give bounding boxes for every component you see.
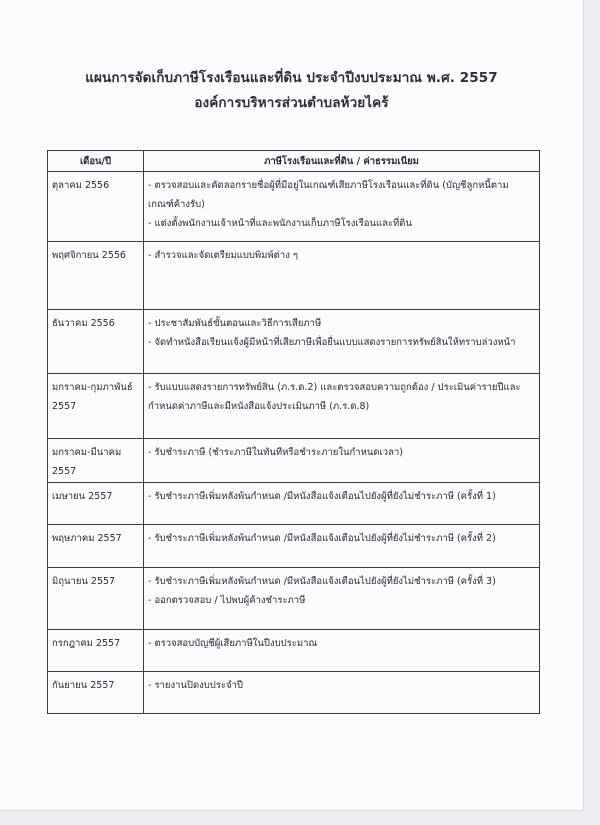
tasks-cell (144, 310, 540, 374)
task-line: - ตรวจสอบและคัดลอกรายชื่อผู้ที่มีอยู่ในเกณฑ์เสียภาษีโรงเรือนและที่ดิน (บัญชีลูกหนี้ตาม (148, 180, 509, 191)
tasks-cell (144, 672, 540, 714)
document-title: แผนการจัดเก็บภาษีโรงเรือนและที่ดิน ประจำปีงบประมาณ พ.ศ. 2557 (85, 70, 498, 86)
tasks-cell (144, 483, 540, 525)
task-line: เกณฑ์ค้างรับ) (148, 199, 205, 210)
task-line: - ออกตรวจสอบ / ไปพบผู้ค้างชำระภาษี (148, 595, 306, 606)
organization-name: องค์การบริหารส่วนตำบลห้วยไคร้ (194, 95, 389, 111)
task-line: - สำรวจและจัดเตรียมแบบพิมพ์ต่าง ๆ (148, 250, 298, 261)
task-line: - รับแบบแสดงรายการทรัพย์สิน (ภ.ร.ด.2) และตรวจสอบความถูกต้อง / ประเมินค่ารายปีและ (148, 382, 521, 393)
month-cell: มกราคม-มีนาคม 2557 (48, 439, 144, 483)
task-line: - รายงานปิดงบประจำปี (148, 680, 243, 691)
tax-collection-plan-table (47, 150, 540, 714)
task-line: กำหนดค่าภาษีและมีหนังสือแจ้งประเมินภาษี (ภ.ร.ด.8) (148, 401, 370, 412)
task-line: - รับชำระภาษี (ชำระภาษีในทันทีหรือชำระภายในกำหนดเวลา) (148, 447, 403, 458)
table-row (48, 310, 540, 374)
month-cell: กรกฎาคม 2557 (48, 630, 144, 672)
table-row (48, 439, 540, 483)
task-line: - ประชาสัมพันธ์ขั้นตอนและวิธีการเสียภาษี (148, 318, 322, 329)
tasks-cell (144, 630, 540, 672)
month-cell: มิถุนายน 2557 (48, 568, 144, 630)
table-header-row (48, 151, 540, 172)
table-row (48, 630, 540, 672)
table-row (48, 672, 540, 714)
month-cell: ธันวาคม 2556 (48, 310, 144, 374)
table-row (48, 242, 540, 310)
table-row (48, 525, 540, 568)
month-cell: กันยายน 2557 (48, 672, 144, 714)
header-month: เดือน/ปี (48, 151, 144, 172)
tasks-cell (144, 568, 540, 630)
task-line: - รับชำระภาษีเพิ่มหลังพ้นกำหนด /มีหนังสือแจ้งเตือนไปยังผู้ที่ยังไม่ชำระภาษี (ครั้งที่ 2) (148, 533, 496, 544)
tasks-cell (144, 172, 540, 242)
task-line: - จัดทำหนังสือเรียนแจ้งผู้มีหน้าที่เสียภาษีเพื่อยื่นแบบแสดงรายการทรัพย์สินให้ทราบล่วงหน้า (148, 337, 516, 348)
tasks-cell (144, 525, 540, 568)
month-cell: พฤษภาคม 2557 (48, 525, 144, 568)
month-cell: มกราคม-กุมภาพันธ์ 2557 (48, 374, 144, 439)
table-row (48, 483, 540, 525)
header-tasks: ภาษีโรงเรือนและที่ดิน / ค่าธรรมเนียม (144, 151, 540, 172)
tasks-cell (144, 242, 540, 310)
table-row (48, 172, 540, 242)
tasks-cell (144, 374, 540, 439)
table-row (48, 374, 540, 439)
task-line: - รับชำระภาษีเพิ่มหลังพ้นกำหนด /มีหนังสือแจ้งเตือนไปยังผู้ที่ยังไม่ชำระภาษี (ครั้งที่ 1) (148, 491, 496, 502)
tasks-cell (144, 439, 540, 483)
task-line: - แต่งตั้งพนักงานเจ้าหน้าที่และพนักงานเก็บภาษีโรงเรือนและที่ดิน (148, 218, 412, 229)
month-cell: เมษายน 2557 (48, 483, 144, 525)
task-line: - รับชำระภาษีเพิ่มหลังพ้นกำหนด /มีหนังสือแจ้งเตือนไปยังผู้ที่ยังไม่ชำระภาษี (ครั้งที่ 3) (148, 576, 496, 587)
month-cell: ตุลาคม 2556 (48, 172, 144, 242)
task-line: - ตรวจสอบบัญชีผู้เสียภาษีในปีงบประมาณ (148, 638, 318, 649)
table-row (48, 568, 540, 630)
month-cell: พฤศจิกายน 2556 (48, 242, 144, 310)
